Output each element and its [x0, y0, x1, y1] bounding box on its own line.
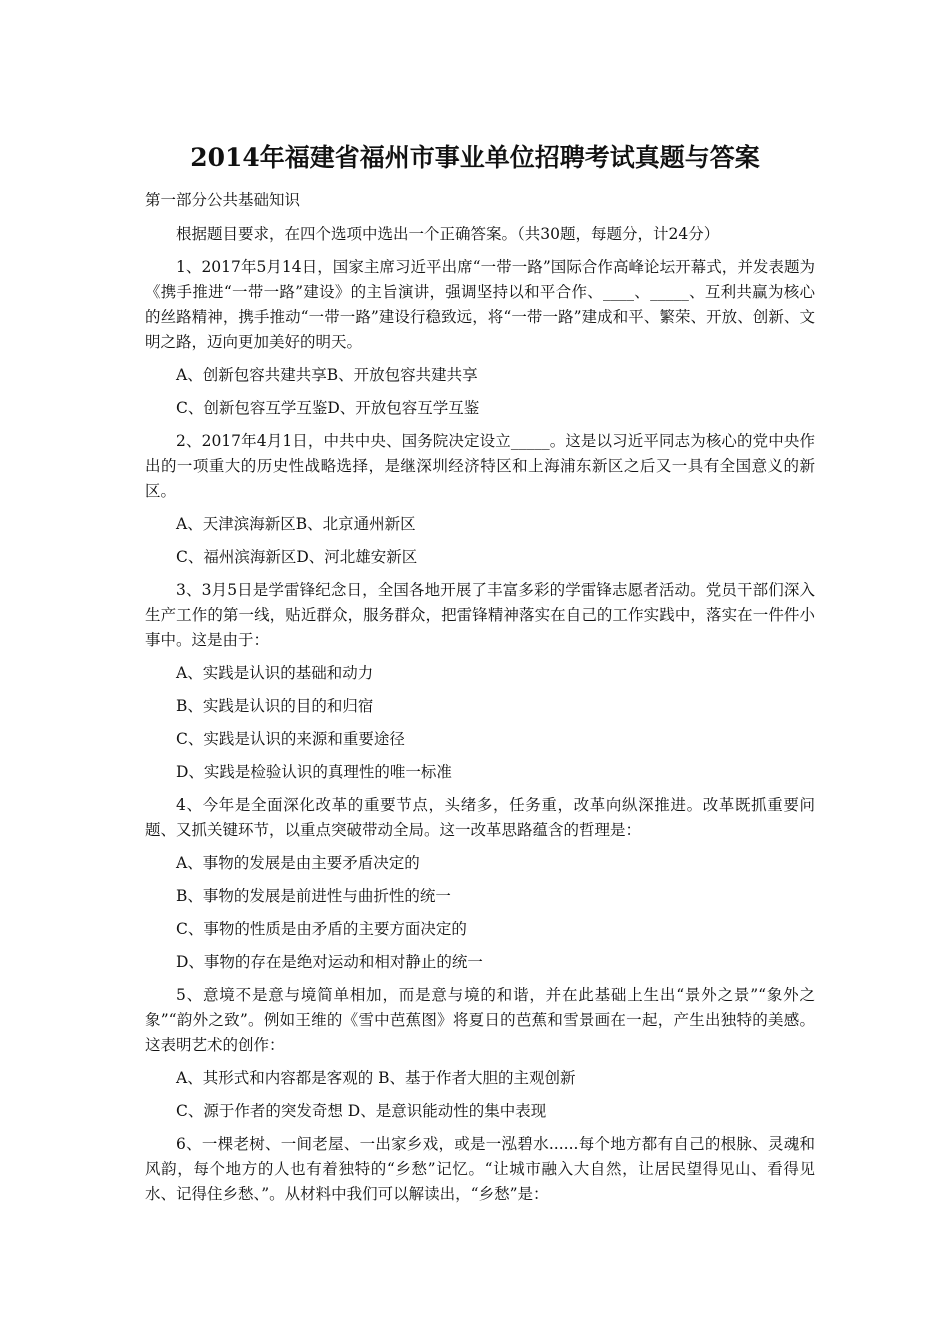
document-body: [145, 188, 815, 1215]
question-4-stem: 4、今年是全面深化改革的重要节点，头绪多，任务重，改革向纵深推进。改革既抓重要问题、又抓关键环节，以重点突破带动全局。这一改革思路蕴含的哲理是：: [145, 796, 815, 839]
question-5-stem: 5、意境不是意与境简单相加，而是意与境的和谐，并在此基础上生出“景外之景”“象外之象”“韵外之致”。例如王维的《雪中芭蕉图》将夏日的芭蕉和雪景画在一起，产生出独特的美感。这表明艺术的创作：: [145, 986, 815, 1054]
question-5-options-ab: A、其形式和内容都是客观的 B、基于作者大胆的主观创新: [176, 1069, 576, 1087]
document-title: 2014年福建省福州市事业单位招聘考试真题与答案: [190, 143, 760, 172]
question-4-option-c: C、事物的性质是由矛盾的主要方面决定的: [176, 920, 467, 938]
question-3-option-c: C、实践是认识的来源和重要途径: [176, 730, 405, 748]
question-1-stem: 1、2017年5月14日，国家主席习近平出席“一带一路”国际合作高峰论坛开幕式，并发表题为《携手推进“一带一路”建设》的主旨演讲，强调坚持以和平合作、____、_____、互利共赢为核心的丝路精神，携手推动“一带一路”建设行稳致远，将“一带一路”建成和平、繁荣、开放、创新、文明之路，迈向更加美好的明天。: [145, 258, 815, 351]
question-2-stem: 2、2017年4月1日，中共中央、国务院决定设立_____。这是以习近平同志为核心的党中央作出的一项重大的历史性战略选择，是继深圳经济特区和上海浦东新区之后又一具有全国意义的新区。: [145, 432, 815, 500]
question-4-option-a: A、事物的发展是由主要矛盾决定的: [176, 854, 420, 872]
question-1-options-ab: A、创新包容共建共享B、开放包容共建共享: [176, 366, 478, 384]
question-6-stem: 6、一棵老树、一间老屋、一出家乡戏，或是一泓碧水......每个地方都有自己的根脉、灵魂和风韵，每个地方的人也有着独特的“乡愁”记忆。“让城市融入大自然，让居民望得见山、看得见水、记得住乡愁、”。从材料中我们可以解读出，“乡愁”是：: [145, 1135, 815, 1203]
question-3-option-b: B、实践是认识的目的和归宿: [176, 697, 374, 715]
question-3-option-a: A、实践是认识的基础和动力: [176, 664, 374, 682]
question-3-stem: 3、3月5日是学雷锋纪念日，全国各地开展了丰富多彩的学雷锋志愿者活动。党员干部们深入生产工作的第一线，贴近群众，服务群众，把雷锋精神落实在自己的工作实践中，落实在一件件小事中。这是由于：: [145, 581, 815, 649]
instruction-paragraph: 根据题目要求，在四个选项中选出一个正确答案。（共30题，每题分，计24分）: [176, 225, 720, 243]
question-4-option-b: B、事物的发展是前进性与曲折性的统一: [176, 887, 451, 905]
question-4-option-d: D、事物的存在是绝对运动和相对静止的统一: [176, 953, 483, 971]
question-2-options-ab: A、天津滨海新区B、北京通州新区: [176, 515, 416, 533]
section-heading: 第一部分公共基础知识: [145, 191, 301, 209]
question-1-options-cd: C、创新包容互学互鉴D、开放包容互学互鉴: [176, 399, 480, 417]
question-2-options-cd: C、福州滨海新区D、河北雄安新区: [176, 548, 418, 566]
question-5-options-cd: C、源于作者的突发奇想 D、是意识能动性的集中表现: [176, 1102, 547, 1120]
question-3-option-d: D、实践是检验认识的真理性的唯一标准: [176, 763, 452, 781]
